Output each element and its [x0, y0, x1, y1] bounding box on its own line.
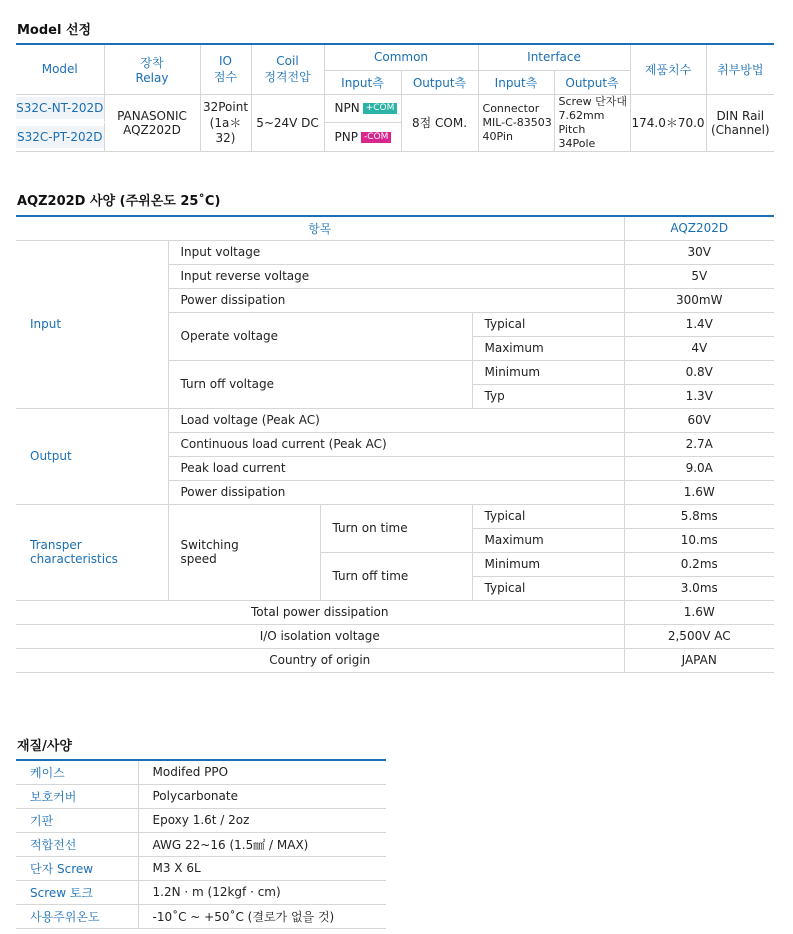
- header-mount: 취부방법: [706, 44, 774, 94]
- npn-com-badge: +COM: [363, 103, 398, 114]
- peak-current-value: 9.0A: [624, 456, 774, 480]
- header-coil: Coil 정격전압: [251, 44, 324, 94]
- interface-input-cell: Connector MIL-C-83503 40Pin: [478, 94, 554, 151]
- ton-typical-value: 5.8ms: [624, 504, 774, 528]
- material-row: [16, 880, 386, 904]
- to-minimum-value: 0.8V: [624, 360, 774, 384]
- model-link-nt[interactable]: S32C-NT-202D: [16, 94, 104, 123]
- material-label: 단자 Screw: [16, 856, 138, 880]
- to-typ-label: Typ: [472, 384, 624, 408]
- ton-maximum-value: 10.ms: [624, 528, 774, 552]
- material-value: AWG 22~16 (1.5㎟ / MAX): [138, 832, 386, 856]
- isolation-value: 2,500V AC: [624, 624, 774, 648]
- cont-current-value: 2.7A: [624, 432, 774, 456]
- material-label: 기판: [16, 808, 138, 832]
- header-common: Common: [324, 44, 478, 70]
- input-group-label: Input: [16, 240, 168, 408]
- origin-label: Country of origin: [16, 648, 624, 672]
- op-typical-value: 1.4V: [624, 312, 774, 336]
- material-label: Screw 토크: [16, 880, 138, 904]
- interface-output-cell: Screw 단자대 7.62mm Pitch 34Pole: [554, 94, 630, 151]
- header-io: IO 점수: [200, 44, 251, 94]
- input-power-value: 300mW: [624, 288, 774, 312]
- material-row: [16, 904, 386, 928]
- ton-maximum-label: Maximum: [472, 528, 624, 552]
- header-common-output: Output측: [401, 70, 478, 94]
- spec-header-item: 항목: [16, 216, 624, 240]
- size-cell: 174.0＊70.0: [630, 94, 706, 151]
- material-table: [16, 759, 386, 929]
- isolation-label: I/O isolation voltage: [16, 624, 624, 648]
- material-label: 케이스: [16, 760, 138, 784]
- toff-minimum-label: Minimum: [472, 552, 624, 576]
- material-row: [16, 808, 386, 832]
- spec-section-title: AQZ202D 사양 (주위온도 25˚C): [17, 194, 221, 209]
- out-power-label: Power dissipation: [168, 480, 624, 504]
- model-link-pt[interactable]: S32C-PT-202D: [16, 123, 104, 152]
- common-output-cell: 8점 COM.: [401, 94, 478, 151]
- material-row: [16, 832, 386, 856]
- input-reverse-label: Input reverse voltage: [168, 264, 624, 288]
- input-power-label: Power dissipation: [168, 288, 624, 312]
- material-row: [16, 784, 386, 808]
- pnp-com-badge: -COM: [361, 132, 391, 143]
- ton-typical-label: Typical: [472, 504, 624, 528]
- toff-minimum-value: 0.2ms: [624, 552, 774, 576]
- header-interface-input: Input측: [478, 70, 554, 94]
- op-typical-label: Typical: [472, 312, 624, 336]
- turnoff-voltage-label: Turn off voltage: [168, 360, 472, 408]
- operate-voltage-label: Operate voltage: [168, 312, 472, 360]
- material-value: 1.2N · m (12kgf · cm): [138, 880, 386, 904]
- header-relay: 장착 Relay: [104, 44, 200, 94]
- header-model: Model: [16, 44, 104, 94]
- header-interface-output: Output측: [554, 70, 630, 94]
- to-minimum-label: Minimum: [472, 360, 624, 384]
- spec-header-value: AQZ202D: [624, 216, 774, 240]
- load-voltage-value: 60V: [624, 408, 774, 432]
- load-voltage-label: Load voltage (Peak AC): [168, 408, 624, 432]
- total-power-label: Total power dissipation: [16, 600, 624, 624]
- material-value: Modifed PPO: [138, 760, 386, 784]
- peak-current-label: Peak load current: [168, 456, 624, 480]
- io-cell: 32Point (1a＊32): [200, 94, 251, 151]
- npn-cell: NPN +COM: [324, 94, 401, 123]
- header-common-input: Input측: [324, 70, 401, 94]
- input-voltage-label: Input voltage: [168, 240, 624, 264]
- cont-current-label: Continuous load current (Peak AC): [168, 432, 624, 456]
- material-label: 사용주위온도: [16, 904, 138, 928]
- material-row: [16, 856, 386, 880]
- total-power-value: 1.6W: [624, 600, 774, 624]
- spec-table: [16, 215, 774, 673]
- origin-value: JAPAN: [624, 648, 774, 672]
- material-section-title: 재질/사양: [17, 739, 72, 754]
- model-table: [16, 43, 774, 152]
- out-power-value: 1.6W: [624, 480, 774, 504]
- toff-typical-value: 3.0ms: [624, 576, 774, 600]
- model-section-title: Model 선정: [17, 23, 92, 38]
- op-maximum-label: Maximum: [472, 336, 624, 360]
- switching-speed-label: Switching speed: [168, 504, 320, 600]
- coil-cell: 5~24V DC: [251, 94, 324, 151]
- mount-cell: DIN Rail (Channel): [706, 94, 774, 151]
- output-group-label: Output: [16, 408, 168, 504]
- op-maximum-value: 4V: [624, 336, 774, 360]
- material-row: [16, 760, 386, 784]
- to-typ-value: 1.3V: [624, 384, 774, 408]
- turn-off-time-label: Turn off time: [320, 552, 472, 600]
- material-value: Polycarbonate: [138, 784, 386, 808]
- turn-on-time-label: Turn on time: [320, 504, 472, 552]
- header-size: 제품치수: [630, 44, 706, 94]
- input-voltage-value: 30V: [624, 240, 774, 264]
- relay-cell: PANASONIC AQZ202D: [104, 94, 200, 151]
- header-interface: Interface: [478, 44, 630, 70]
- material-label: 적합전선: [16, 832, 138, 856]
- material-label: 보호커버: [16, 784, 138, 808]
- toff-typical-label: Typical: [472, 576, 624, 600]
- pnp-cell: PNP -COM: [324, 123, 401, 152]
- transper-group-label: Transper characteristics: [16, 504, 168, 600]
- material-value: -10˚C ~ +50˚C (결로가 없을 것): [138, 904, 386, 928]
- material-value: M3 X 6L: [138, 856, 386, 880]
- material-value: Epoxy 1.6t / 2oz: [138, 808, 386, 832]
- input-reverse-value: 5V: [624, 264, 774, 288]
